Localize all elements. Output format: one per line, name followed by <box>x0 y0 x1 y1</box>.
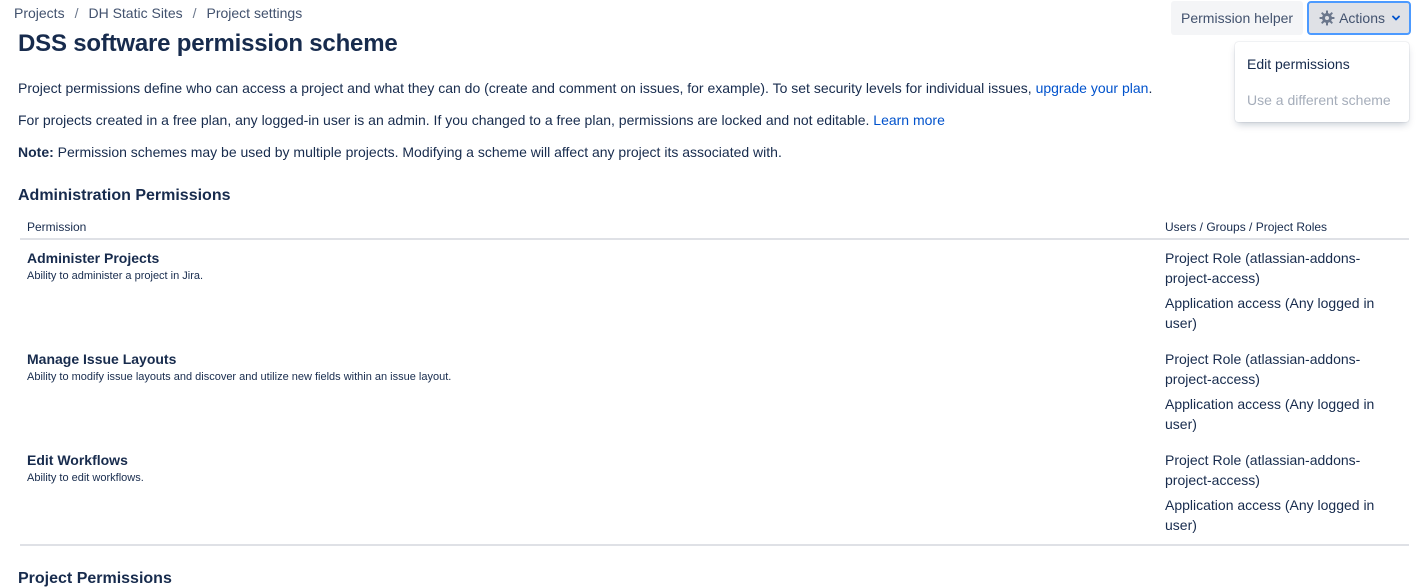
intro-period: . <box>1148 80 1153 96</box>
permission-helper-button[interactable]: Permission helper <box>1171 1 1303 35</box>
breadcrumb-separator: / <box>192 5 197 21</box>
project-permissions-heading: Project Permissions <box>18 570 172 587</box>
permission-name: Manage Issue Layouts <box>27 351 177 367</box>
table-row <box>20 240 1409 341</box>
upgrade-plan-link[interactable]: upgrade your plan <box>1035 80 1149 96</box>
actions-button-label: Actions <box>1339 10 1385 26</box>
permission-description: Ability to modify issue layouts and discover and utilize new fields within an issue layout. <box>27 371 452 383</box>
learn-more-link[interactable]: Learn more <box>873 112 945 128</box>
breadcrumb-project-settings[interactable]: Project settings <box>206 5 303 21</box>
permission-grants <box>1165 450 1405 540</box>
free-plan-text: For projects created in a free plan, any logged-in user is an admin. If you changed to a free plan, permissions are locked and not editable. <box>18 112 874 128</box>
intro-paragraph <box>18 80 1152 96</box>
permission-grants <box>1165 248 1405 338</box>
note-text: Permission schemes may be used by multiple projects. Modifying a scheme will affect any project its associated with. <box>53 144 782 160</box>
grant-item: Application access (Any logged in user) <box>1165 497 1375 533</box>
intro-text: Project permissions define who can access a project and what they can do (create and comment on issues, for example). To set security levels for individual issues, <box>18 80 1036 96</box>
breadcrumb-dh-static-sites[interactable]: DH Static Sites <box>88 5 183 21</box>
column-header-permission: Permission <box>27 220 87 234</box>
table-divider <box>20 544 1409 546</box>
breadcrumb-separator: / <box>74 5 79 21</box>
grant-item: Application access (Any logged in user) <box>1165 396 1375 432</box>
breadcrumb-projects[interactable]: Projects <box>14 5 65 21</box>
permission-description: Ability to administer a project in Jira. <box>27 270 204 282</box>
note-label: Note: <box>18 144 54 160</box>
column-header-grants: Users / Groups / Project Roles <box>1165 220 1328 234</box>
administration-permissions-heading: Administration Permissions <box>18 187 231 204</box>
gear-icon <box>1319 10 1335 26</box>
grant-item: Application access (Any logged in user) <box>1165 295 1375 331</box>
chevron-down-icon <box>1391 13 1401 23</box>
permission-description: Ability to edit workflows. <box>27 472 144 484</box>
administration-permissions-table <box>20 216 1409 546</box>
header-actions <box>1171 1 1411 35</box>
permission-grants <box>1165 349 1405 439</box>
grant-item: Project Role (atlassian-addons-project-access) <box>1165 250 1361 286</box>
note-paragraph <box>18 144 782 160</box>
actions-dropdown-menu <box>1235 42 1409 122</box>
table-header <box>20 216 1409 240</box>
menu-item-edit-permissions[interactable]: Edit permissions <box>1247 56 1350 72</box>
menu-item-use-different-scheme: Use a different scheme <box>1247 92 1391 108</box>
grant-item: Project Role (atlassian-addons-project-access) <box>1165 351 1361 387</box>
table-row <box>20 341 1409 442</box>
page-title: DSS software permission scheme <box>18 30 398 57</box>
free-plan-paragraph <box>18 112 945 128</box>
actions-button[interactable] <box>1307 1 1411 35</box>
permission-name: Administer Projects <box>27 250 160 266</box>
breadcrumb <box>14 5 302 21</box>
table-row <box>20 442 1409 543</box>
grant-item: Project Role (atlassian-addons-project-access) <box>1165 452 1361 488</box>
permission-name: Edit Workflows <box>27 452 128 468</box>
